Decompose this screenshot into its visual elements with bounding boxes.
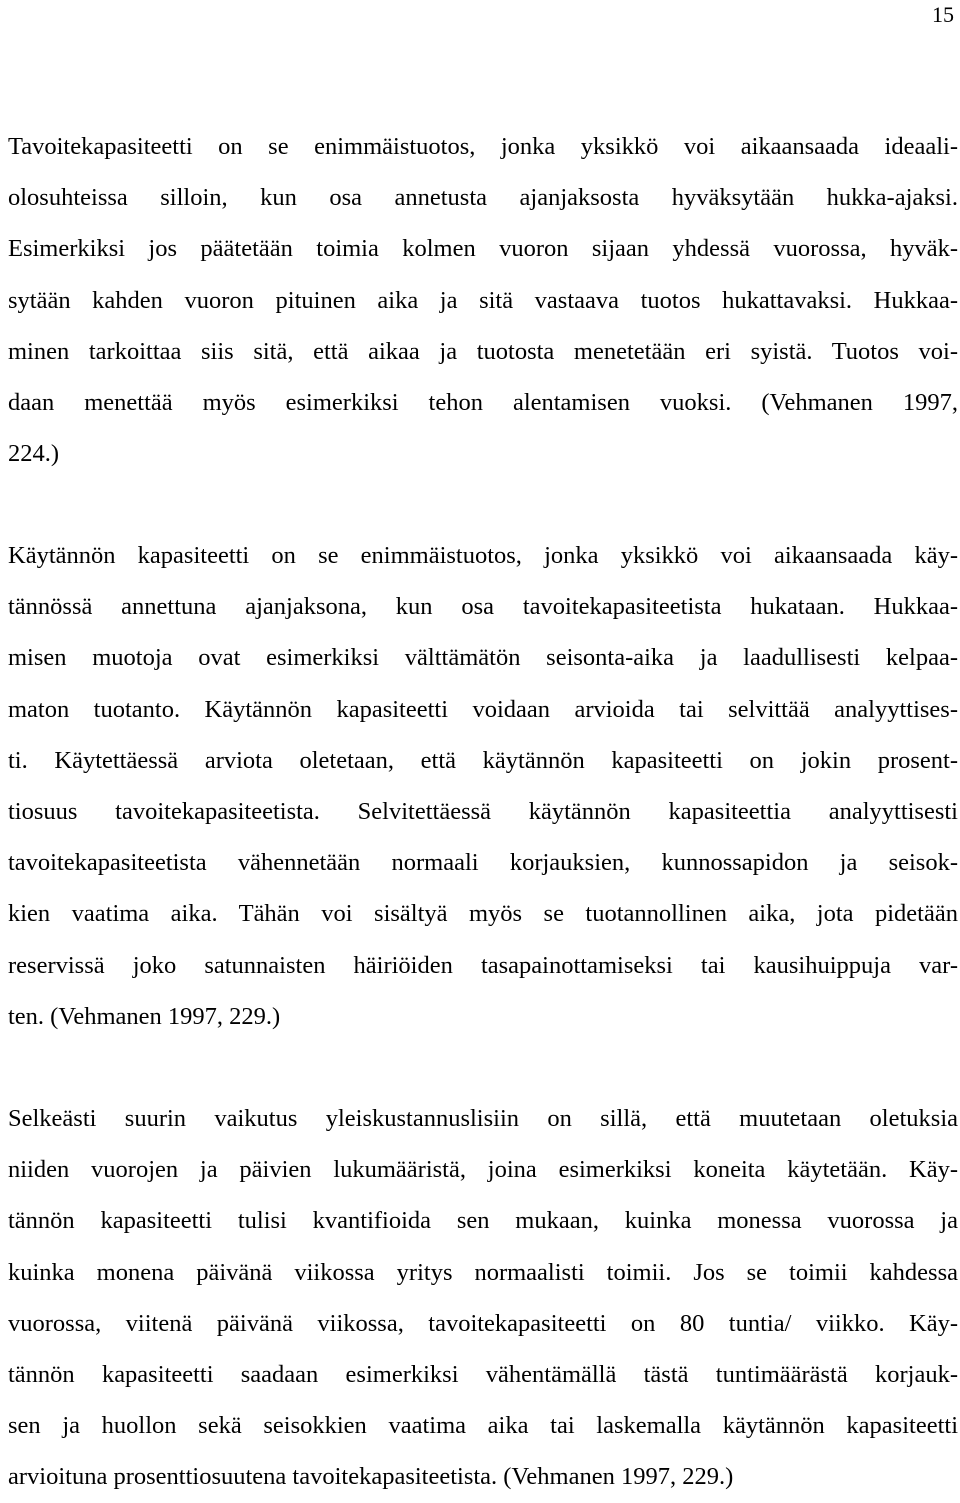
text-line: reservissä joko satunnaisten häiriöiden tasapainottamiseksi tai kausihuippuja var- (8, 951, 958, 979)
text-line: vuorossa, viitenä päivänä viikossa, tavoitekapasiteetti on 80 tuntia/ viikko. Käy- (8, 1309, 958, 1337)
text-line: ten. (Vehmanen 1997, 229.) (8, 1002, 281, 1030)
text-line: tännön kapasiteetti saadaan esimerkiksi vähentämällä tästä tuntimäärästä korjauk- (8, 1360, 958, 1388)
text-line: tiosuus tavoitekapasiteetista. Selvitettäessä käytännön kapasiteettia analyyttisesti (8, 797, 958, 825)
text-line: minen tarkoittaa siis sitä, että aikaa ja tuotosta menetetään eri syistä. Tuotos voi- (8, 337, 958, 365)
text-line: daan menettää myös esimerkiksi tehon alentamisen vuoksi. (Vehmanen 1997, (8, 388, 958, 416)
text-line: sytään kahden vuoron pituinen aika ja sitä vastaava tuotos hukattavaksi. Hukkaa- (8, 286, 958, 314)
text-line: arvioituna prosenttiosuutena tavoitekapasiteetista. (Vehmanen 1997, 229.) (8, 1463, 734, 1491)
text-line: kuinka monena päivänä viikossa yritys normaalisti toimii. Jos se toimii kahdessa (8, 1258, 958, 1286)
text-line: Selkeästi suurin vaikutus yleiskustannuslisiin on sillä, että muutetaan oletuksia (8, 1105, 958, 1132)
text-line: maton tuotanto. Käytännön kapasiteetti voidaan arvioida tai selvittää analyyttises- (8, 695, 958, 723)
text-line: Tavoitekapasiteetti on se enimmäistuotos, jonka yksikkö voi aikaansaada ideaali- (8, 133, 958, 160)
text-line: tännön kapasiteetti tulisi kvantifioida sen mukaan, kuinka monessa vuorossa ja (8, 1207, 958, 1235)
text-line: 224.) (8, 440, 60, 468)
text-line: ti. Käytettäessä arviota oletetaan, että käytännön kapasiteetti on jokin prosent- (8, 746, 958, 774)
text-line: misen muotoja ovat esimerkiksi välttämätön seisonta-aika ja laadullisesti kelpaa- (8, 644, 958, 672)
paragraph-target-capacity (8, 121, 958, 479)
text-line: niiden vuorojen ja päivien lukumääristä, joina esimerkiksi koneita käytetään. Käy- (8, 1156, 958, 1184)
paragraph-overhead-effect (8, 1093, 958, 1503)
paragraph-practical-capacity (8, 530, 958, 1042)
page-number: 15 (932, 2, 954, 27)
text-line: kien vaatima aika. Tähän voi sisältyä myös se tuotannollinen aika, jota pidetään (8, 900, 958, 928)
text-line: sen ja huollon sekä seisokkien vaatima aika tai laskemalla käytännön kapasiteetti (8, 1412, 958, 1440)
text-line: olosuhteissa silloin, kun osa annetusta ajanjaksosta hyväksytään hukka-ajaksi. (8, 184, 958, 212)
text-line: Esimerkiksi jos päätetään toimia kolmen vuoron sijaan yhdessä vuorossa, hyväk- (8, 235, 958, 263)
text-line: tännössä annettuna ajanjaksona, kun osa tavoitekapasiteetista hukataan. Hukkaa- (8, 593, 958, 621)
text-line: Käytännön kapasiteetti on se enimmäistuotos, jonka yksikkö voi aikaansaada käy- (8, 542, 958, 569)
text-line: tavoitekapasiteetista vähennetään normaali korjauksien, kunnossapidon ja seisok- (8, 849, 958, 877)
